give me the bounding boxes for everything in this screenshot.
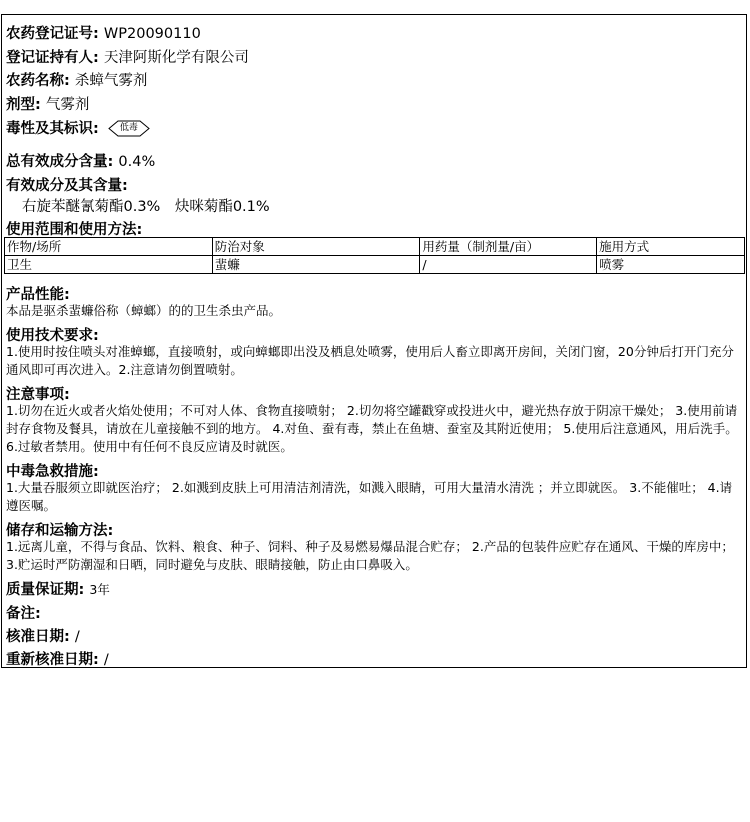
reapproval-value: / [103,652,109,668]
usage-row [6,218,142,239]
tech-row [6,324,99,345]
table-header-cell: 施用方式 [597,238,745,256]
name-row [6,69,147,90]
usage-label: 使用范围和使用方法: [6,222,143,238]
name-value: 杀蟑气雾剂 [74,73,148,89]
reg-no-value: WP20090110 [103,26,201,42]
holder-label: 登记证持有人: [6,50,99,66]
reapproval-row [6,648,109,669]
remarks-label: 备注: [6,606,41,622]
storage-text: 1.远离儿童，不得与食品、饮料、粮食、种子、饲料、种子及易燃易爆品混合贮存； 2.产品的包装件应贮存在通风、干燥的库房中； 3.贮运时严防潮湿和日晒，同时避免与皮肤、眼睛接触，防止由口鼻吸入。 [6,539,734,572]
performance-label: 产品性能: [6,287,70,303]
firstaid-text: 1.大量吞服须立即就医治疗； 2.如溅到皮肤上可用清洁剂清洗，如溅入眼睛，可用大量清水清洗 ；并立即就医。 3.不能催吐； 4.请遵医嘱。 [6,480,733,513]
ingredients-value: 右旋苯醚氰菊酯0.3% 炔咪菊酯0.1% [22,199,270,215]
performance-text: 本品是驱杀蜚蠊俗称（蟑螂）的的卫生杀虫产品。 [6,303,282,318]
notes-row [6,383,70,404]
form-value: 气雾剂 [45,97,90,113]
remarks-row [6,602,41,623]
holder-row [6,46,249,67]
toxicity-row [6,117,150,138]
total-content-value: 0.4% [118,154,156,170]
toxicity-badge-text: 低毒 [119,123,138,133]
form-label: 剂型: [6,97,41,113]
table-header-cell: 作物/场所 [5,238,213,256]
approval-label: 核准日期: [6,629,70,645]
warranty-row [6,578,110,599]
ingredients-label: 有效成分及其含量: [6,178,128,194]
table-cell: / [420,256,597,274]
name-label: 农药名称: [6,73,70,89]
performance-row [6,283,70,304]
reg-no-label: 农药登记证号: [6,26,99,42]
toxicity-label: 毒性及其标识: [6,121,99,137]
holder-value: 天津阿斯化学有限公司 [103,50,249,66]
table-row [5,256,745,274]
approval-row [6,625,80,646]
firstaid-label: 中毒急救措施: [6,464,99,480]
reapproval-label: 重新核准日期: [6,652,99,668]
approval-value: / [74,629,80,645]
ingredients-value-row [22,195,270,216]
notes-label: 注意事项: [6,387,70,403]
reg-no-row [6,22,201,43]
storage-label: 储存和运输方法: [6,523,114,539]
low-toxicity-badge [108,120,150,137]
total-content-label: 总有效成分含量: [6,154,114,170]
ingredients-row [6,174,128,195]
table-cell: 蜚蠊 [212,256,420,274]
tech-text: 1.使用时按住喷头对准蟑螂，直接喷射，或向蟑螂即出没及栖息处喷雾，使用后人畜立即离开房间，关闭门窗，20分钟后打开门充分通风即可再次进入。2.注意请勿倒置喷射。 [6,344,734,377]
warranty-label: 质量保证期: [6,582,85,598]
table-cell: 喷雾 [597,256,745,274]
table-header-cell: 用药量（制剂量/亩） [420,238,597,256]
form-row [6,93,89,114]
table-header-row [5,238,745,256]
notes-text: 1.切勿在近火或者火焰处使用；不可对人体、食物直接喷射； 2.切勿将空罐戳穿或投进火中，避光热存放于阴凉干燥处； 3.使用前请封存食物及餐具，请放在儿童接触不到的地方。 4.对鱼、蚕有毒，禁止在鱼塘、蚕室及其附近使用； 5.使用后注意通风，用后洗手。 6.过敏者禁用。使用中有任何不良反应请及时就医。 [6,403,738,454]
warranty-value: 3年 [89,582,110,597]
firstaid-row [6,460,99,481]
table-header-cell: 防治对象 [212,238,420,256]
storage-row [6,519,113,540]
table-cell: 卫生 [5,256,213,274]
tech-label: 使用技术要求: [6,328,99,344]
usage-table [4,237,745,274]
total-content-row [6,150,155,171]
